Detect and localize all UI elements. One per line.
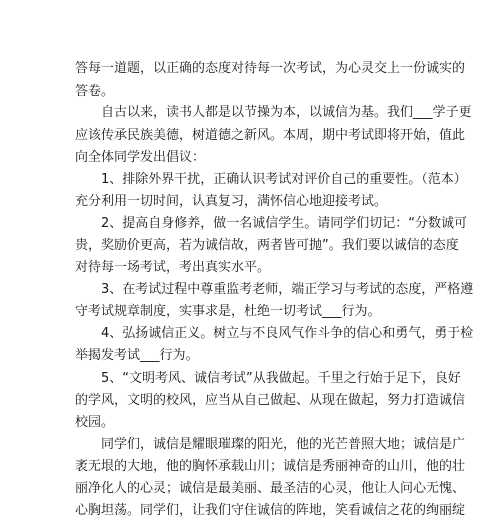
text-line-3: 自古以来，读书人都是以节操为本，以诚信为基。我们___学子更 — [101, 105, 472, 120]
text-line-4: 应该传承民族美德，树道德之新风。本周，期中考试即将开始，值此 — [75, 128, 466, 143]
text-line-14: 举揭发考试___行为。 — [75, 348, 199, 363]
text-line-1: 答每一道题，以正确的态度对待每一次考试，为心灵交上一份诚实的 — [75, 61, 466, 76]
text-line-13: 4、弘扬诚信正义。树立与不良风气作斗争的信心和勇气，勇于检 — [101, 326, 474, 341]
text-line-11: 3、在考试过程中尊重监考老师，端正学习与考试的态度，严格遵 — [101, 282, 474, 297]
text-line-8: 2、提高自身修养，做一名诚信学生。请同学们切记：“分数诚可 — [101, 216, 468, 231]
text-line-6: 1、排除外界干扰，正确认识考试对评价自己的重要性。（范本） — [101, 172, 467, 187]
text-line-10: 对待每一场考试，考出真实水平。 — [75, 260, 271, 275]
text-line-12: 守考试规章制度，实事求是，杜绝一切考试___行为。 — [75, 304, 381, 319]
text-line-15: 5、“文明考风、诚信考试”从我做起。千里之行始于足下，良好 — [101, 371, 461, 386]
text-line-5: 向全体同学发出倡议： — [75, 150, 206, 165]
text-line-9: 贵，奖励价更高，若为诚信故，两者皆可抛”。我们要以诚信的态度 — [75, 238, 459, 253]
text-line-19: 袤无垠的大地，他的胸怀承载山川；诚信是秀丽神奇的山川，他的壮 — [75, 459, 466, 474]
text-line-7: 充分利用一切时间，认真复习，满怀信心地迎接考试。 — [75, 194, 388, 209]
text-line-2: 答卷。 — [75, 84, 115, 99]
text-line-16: 的学风，文明的校风，应当从自己做起、从现在做起，努力打造诚信 — [75, 393, 466, 408]
text-line-18: 同学们，诚信是耀眼璀璨的阳光，他的光芒普照大地；诚信是广 — [101, 437, 466, 452]
text-line-20: 丽净化人的心灵；诚信是最美丽、最圣洁的心灵，他让人问心无愧、 — [75, 481, 466, 496]
text-line-21: 心胸坦荡。同学们，让我们守住诚信的阵地，笑看诚信之花的绚丽绽 — [75, 503, 466, 518]
text-line-17: 校园。 — [75, 415, 115, 430]
